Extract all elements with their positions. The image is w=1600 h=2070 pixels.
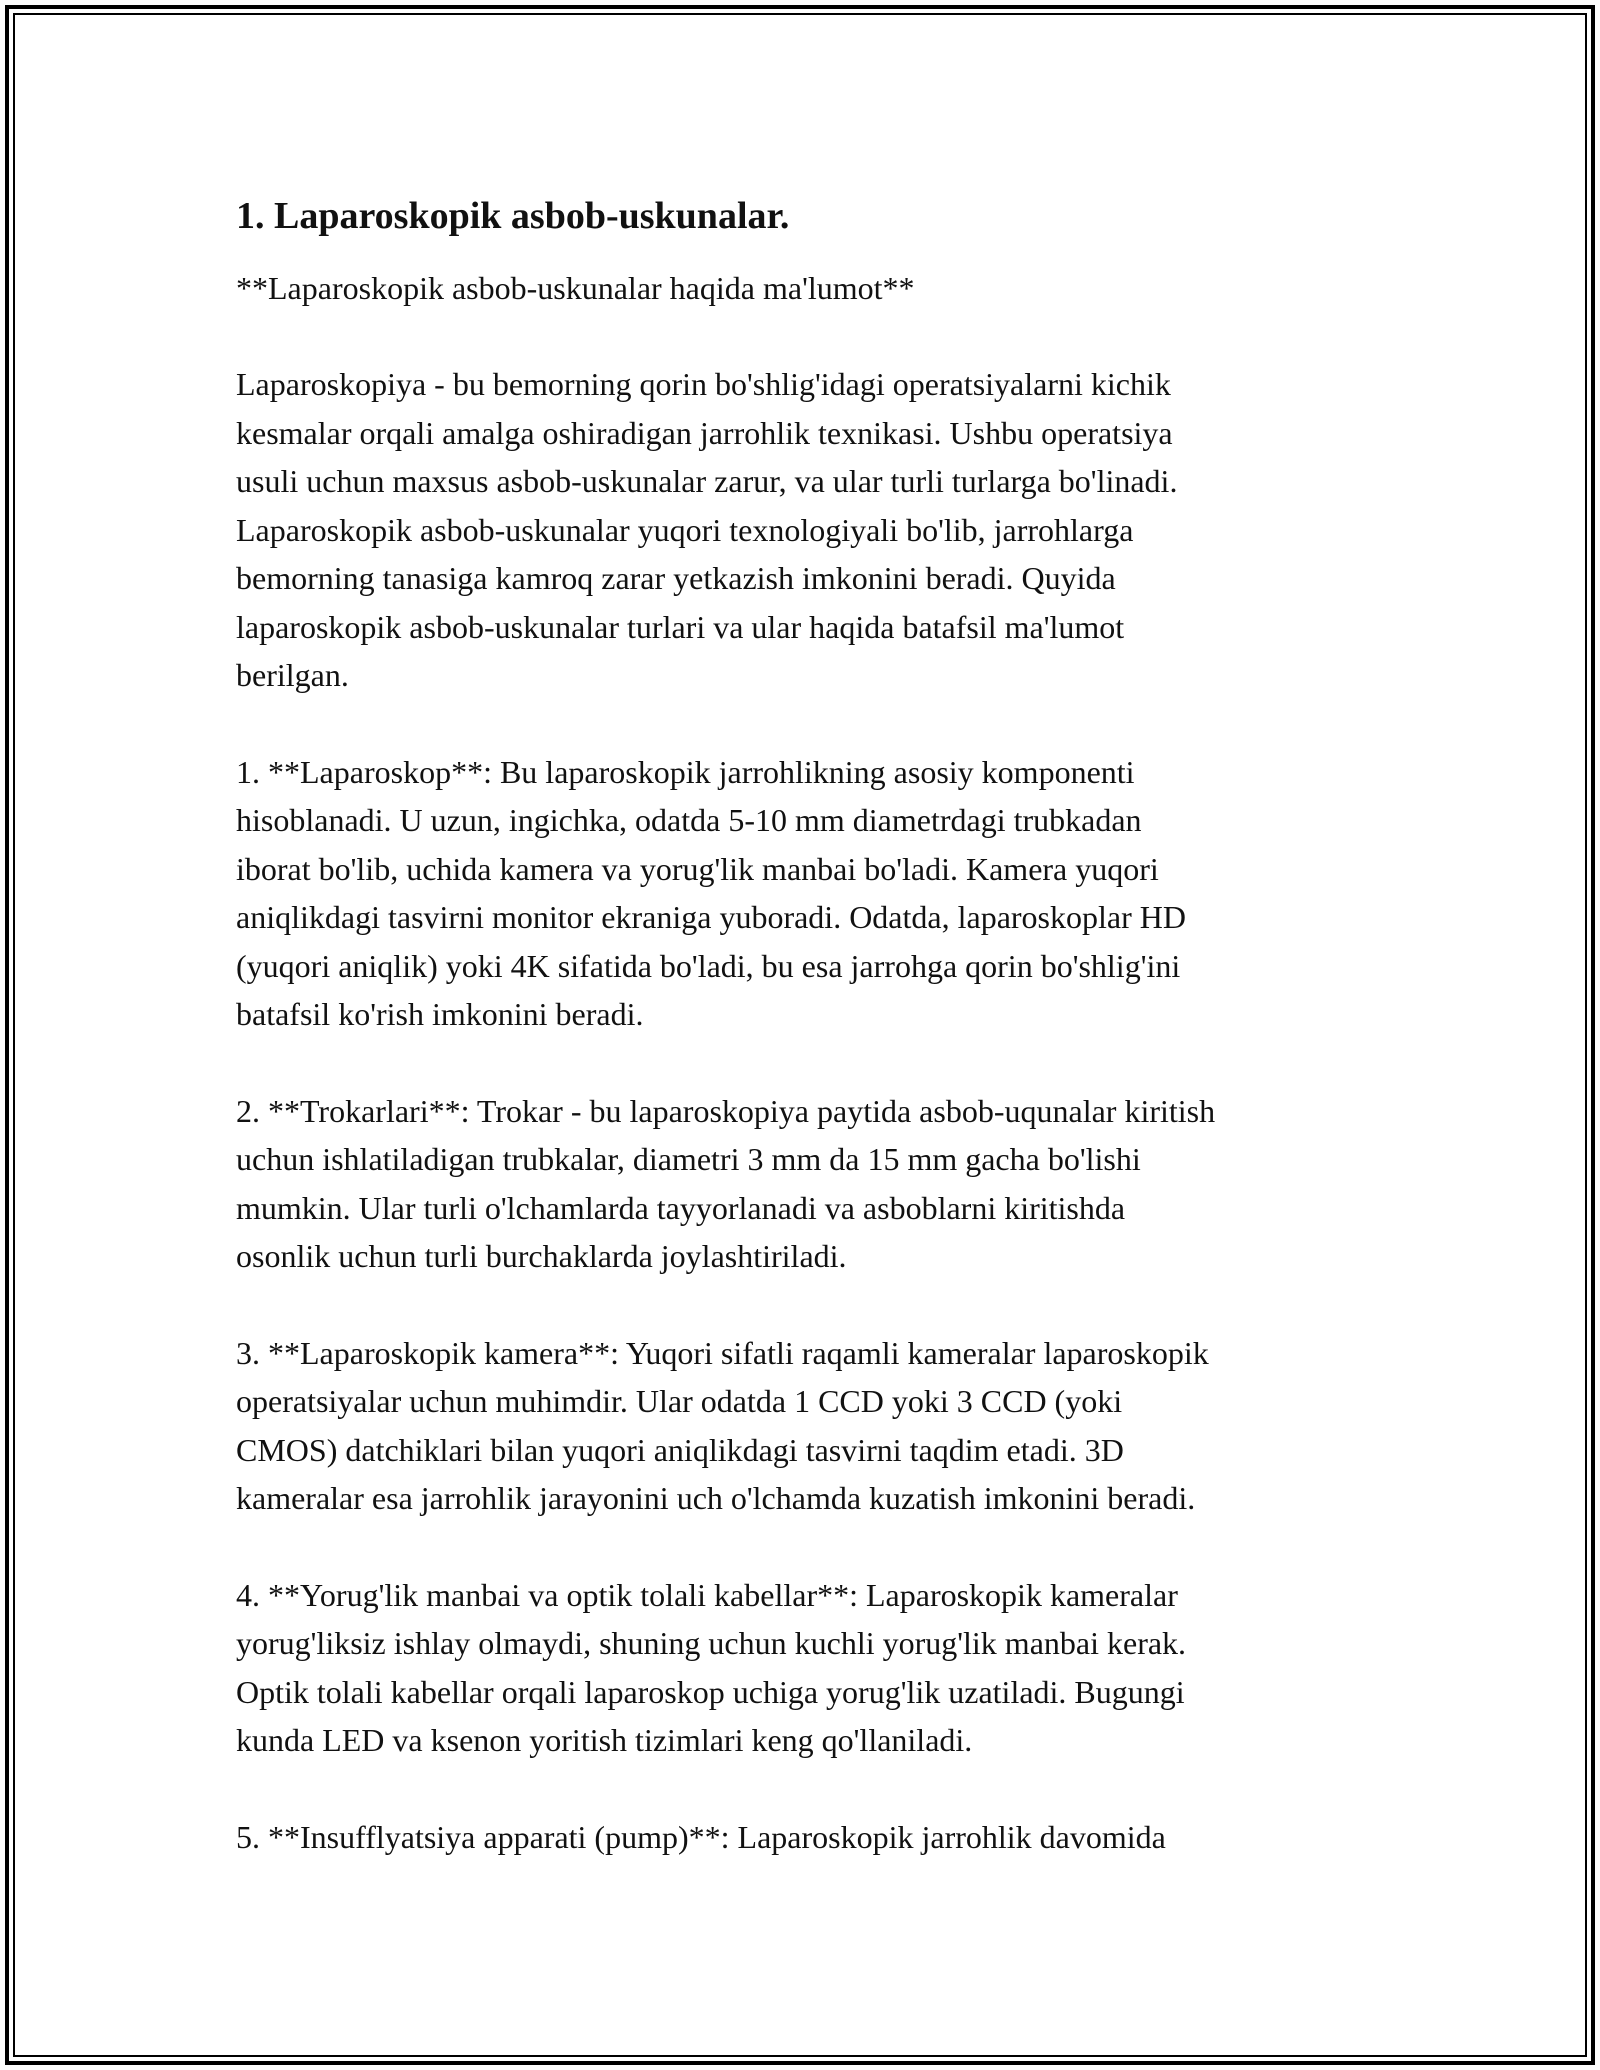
- paragraph-intro: Laparoskopiya - bu bemorning qorin bo'shlig'idagi operatsiyalarni kichik kesmalar orqali amalga oshiradigan jarrohlik texnikasi. Ushbu operatsiya usuli uchun maxsus asbob-uskunalar zarur, va ular turli turlarga bo'linadi. Laparoskopik asbob-uskunalar yuqori texnologiyali bo'lib, jarrohlarga bemorning tanasiga kamroq zarar yetkazish imkonini beradi. Quyida laparoskopik asbob-uskunalar turlari va ular haqida batafsil ma'lumot berilgan.: [236, 366, 1178, 693]
- document-subheading: **Laparoskopik asbob-uskunalar haqida ma'lumot**: [236, 270, 915, 306]
- paragraph-insufflyatsiya: 5. **Insufflyatsiya apparati (pump)**: Laparoskopik jarrohlik davomida: [236, 1818, 1166, 1855]
- paragraph-laparoskop: 1. **Laparoskop**: Bu laparoskopik jarrohlikning asosiy komponenti hisoblanadi. U uzun, ingichka, odatda 5-10 mm diametrdagi trubkadan iborat bo'lib, uchida kamera va yorug'lik manbai bo'ladi. Kamera yuqori aniqlikdagi tasvirni monitor ekraniga yuboradi. Odatda, laparoskoplar HD (yuqori aniqlik) yoki 4K sifatida bo'ladi, bu esa jarrohga qorin bo'shlig'ini batafsil ko'rish imkonini beradi.: [236, 753, 1186, 1032]
- document-body: [236, 188, 1386, 1861]
- paragraph-yoruglik-manbai: 4. **Yorug'lik manbai va optik tolali kabellar**: Laparoskopik kameralar yorug'liksiz ishlay olmaydi, shuning uchun kuchli yorug'lik manbai kerak. Optik tolali kabellar orqali laparoskop uchiga yorug'lik uzatiladi. Bugungi kunda LED va ksenon yoritish tizimlari keng qo'llaniladi.: [236, 1576, 1187, 1758]
- paragraph-kamera: 3. **Laparoskopik kamera**: Yuqori sifatli raqamli kameralar laparoskopik operatsiyalar uchun muhimdir. Ular odatda 1 CCD yoki 3 CCD (yoki CMOS) datchiklari bilan yuqori aniqlikdagi tasvirni taqdim etadi. 3D kameralar esa jarrohlik jarayonini uch o'lchamda kuzatish imkonini beradi.: [236, 1334, 1209, 1516]
- document-heading: 1. Laparoskopik asbob-uskunalar.: [236, 195, 790, 237]
- paragraph-trokarlari: 2. **Trokarlari**: Trokar - bu laparoskopiya paytida asbob-uqunalar kiritish uchun ishlatiladigan trubkalar, diametri 3 mm da 15 mm gacha bo'lishi mumkin. Ular turli o'lchamlarda tayyorlanadi va asboblarni kiritishda osonlik uchun turli burchaklarda joylashtiriladi.: [236, 1092, 1216, 1274]
